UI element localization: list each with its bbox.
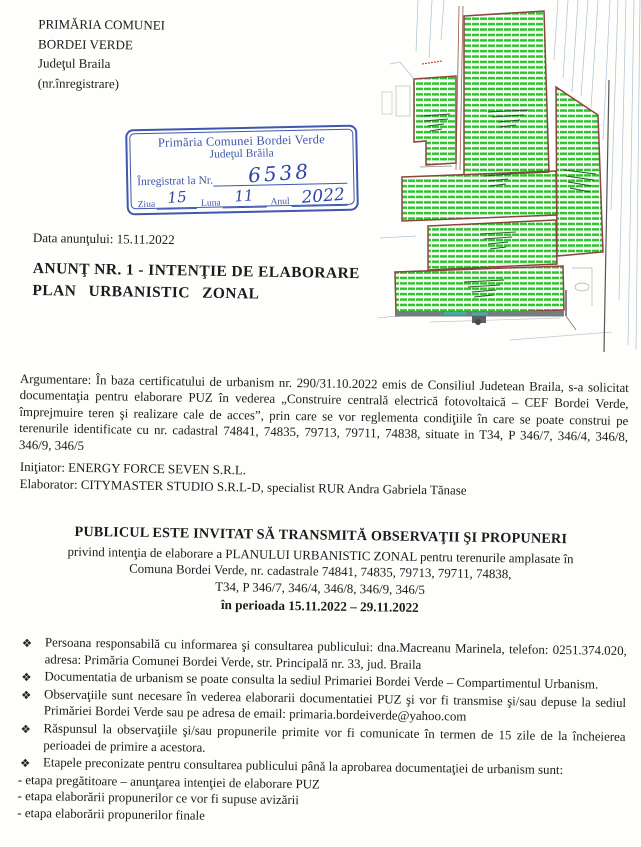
- announcement-title: [32, 258, 360, 306]
- authority-name-line2: BORDEI VERDE: [38, 35, 133, 52]
- stamp-month-label: Luna: [201, 198, 221, 209]
- bullet-response-deadline-text: Răspunsul la observaţiile şi/sau propunerile primite vor fi comunicate în termen de 15 zile de la încheierea perioadei de primire a acestora.: [43, 721, 626, 755]
- registration-note: (nr.înregistrare): [37, 74, 120, 91]
- stamp-registered-label: Înregistrat la Nr.: [137, 174, 214, 189]
- registration-stamp: [125, 125, 359, 216]
- diamond-bullet-icon: ❖: [19, 756, 31, 771]
- stamp-authority-line: Primăria Comunei Bordei Verde: [157, 132, 326, 150]
- parcel-outlines: [395, 11, 603, 316]
- stamp-year-handwritten: 2022: [301, 184, 346, 208]
- county-line: Judeţul Braila: [37, 55, 111, 72]
- bullet-observations-submission-text: Observaţiile sunt necesare în vederea elaborarii documentatiei PUZ şi vor fi transmise şi/sau depuse la sediul Primăriei Bordei Verde sau pe adresa de email: primaria.bordeiverde@yahoo.com: [43, 687, 627, 725]
- public-invitation-block: [17, 523, 624, 619]
- parcel-middle-band: [428, 220, 557, 270]
- stage-line-1: - etapa pregătitoare – anunţarea intenţiei de elaborare PUZ: [17, 772, 320, 792]
- access-road-band: [396, 311, 564, 325]
- invitation-title: PUBLICUL ESTE INVITAT SĂ TRANSMITĂ OBSERVAŢII ŞI PROPUNERI: [74, 523, 568, 548]
- stamp-county-line: Judeţul Brăila: [209, 147, 274, 161]
- argumentation-paragraph: Argumentare: În baza certificatului de urbanism nr. 290/31.10.2022 emis de Consiliul Judetean Braila, s-a solicitat documentaţia pentru elaborare PUZ în vederea „Construire centrală electrică fotovoltaică – CEF Bordei Verde, împrejmuire teren şi realizare cale de acces”, prin care se vor reglementa condiţiile în care se poate construi pe terenurile identificate cu nr. cadastral 74841, 74835, 79713, 79711, 74838, situate in T34, P 346/7, 346/4, 346/8, 346/9, 346/5: [18, 371, 629, 453]
- bullet-documentation-location-text: Documentatia de urbanism se poate consulta la sediul Primariei Bordei Verde – Compartimentul Urbanism.: [44, 669, 599, 692]
- diamond-bullet-icon: ❖: [21, 670, 32, 685]
- announcement-date: Data anunţului: 15.11.2022: [32, 230, 175, 248]
- invitation-period: în perioada 15.11.2022 – 29.11.2022: [220, 597, 419, 616]
- site-plan-map: [360, 0, 641, 356]
- invitation-line1: privind intenţia de elaborare a PLANULUI URBANISTIC ZONAL pentru terenurile amplasate în: [67, 544, 574, 567]
- diamond-bullet-icon: ❖: [20, 721, 32, 737]
- elaborator-line: Elaborator: CITYMASTER STUDIO S.R.L-D, specialist RUR Andra Gabriela Tănase: [19, 476, 467, 498]
- announcement-title-line2: PLAN URBANISTIC ZONAL: [32, 281, 260, 303]
- information-bullet-list: [17, 634, 627, 831]
- stamp-day-handwritten: 15: [166, 187, 188, 208]
- authority-name-line1: PRIMĂRIA COMUNEI: [38, 16, 166, 33]
- diamond-bullet-icon: ❖: [20, 687, 32, 702]
- parcel-central: [464, 11, 549, 176]
- invitation-line3: T34, P 346/7, 346/4, 346/8, 346/9, 346/5: [215, 579, 426, 597]
- parties-block: [20, 459, 467, 499]
- bullet-responsible-person-text: Persoana responsabilă cu informarea şi consultarea publicului: dna.Macreanu Marinela, telefon: 0251.374.020, adresa: Primăria Comunei Bordei Verde, str. Principală nr. 33, jud. Braila: [44, 635, 627, 672]
- announcement-title-line1: ANUNŢ NR. 1 - INTENŢIE DE ELABORARE: [32, 259, 360, 283]
- red-label-mark: [422, 61, 442, 64]
- stamp-year-label: Anul: [270, 197, 290, 208]
- stage-line-2: - etapa elaborării propunerilor ce vor fi supuse avizării: [17, 789, 299, 808]
- registration-stamp-inner-border: [129, 129, 355, 210]
- invitation-line2: Comuna Bordei Verde, nr. cadastrale 74841, 74835, 79713, 79711, 74838,: [129, 562, 512, 582]
- parcel-central-lower: [402, 171, 557, 221]
- stage-line-3: - etapa elaborării propunerilor finale: [17, 805, 205, 823]
- stamp-registration-number-handwritten: 6538: [247, 158, 313, 188]
- initiator-line: Iniţiator: ENERGY FORCE SEVEN S.R.L.: [19, 459, 247, 478]
- authority-header: [38, 14, 165, 93]
- diamond-bullet-icon: ❖: [21, 636, 33, 651]
- bullet-consultation-stages-text: Etapele preconizate pentru consultarea publicului până la aprobarea documentaţiei de urbanism sunt:: [42, 755, 564, 778]
- stamp-month-handwritten: 11: [234, 186, 255, 206]
- stamp-day-label: Ziua: [137, 199, 156, 211]
